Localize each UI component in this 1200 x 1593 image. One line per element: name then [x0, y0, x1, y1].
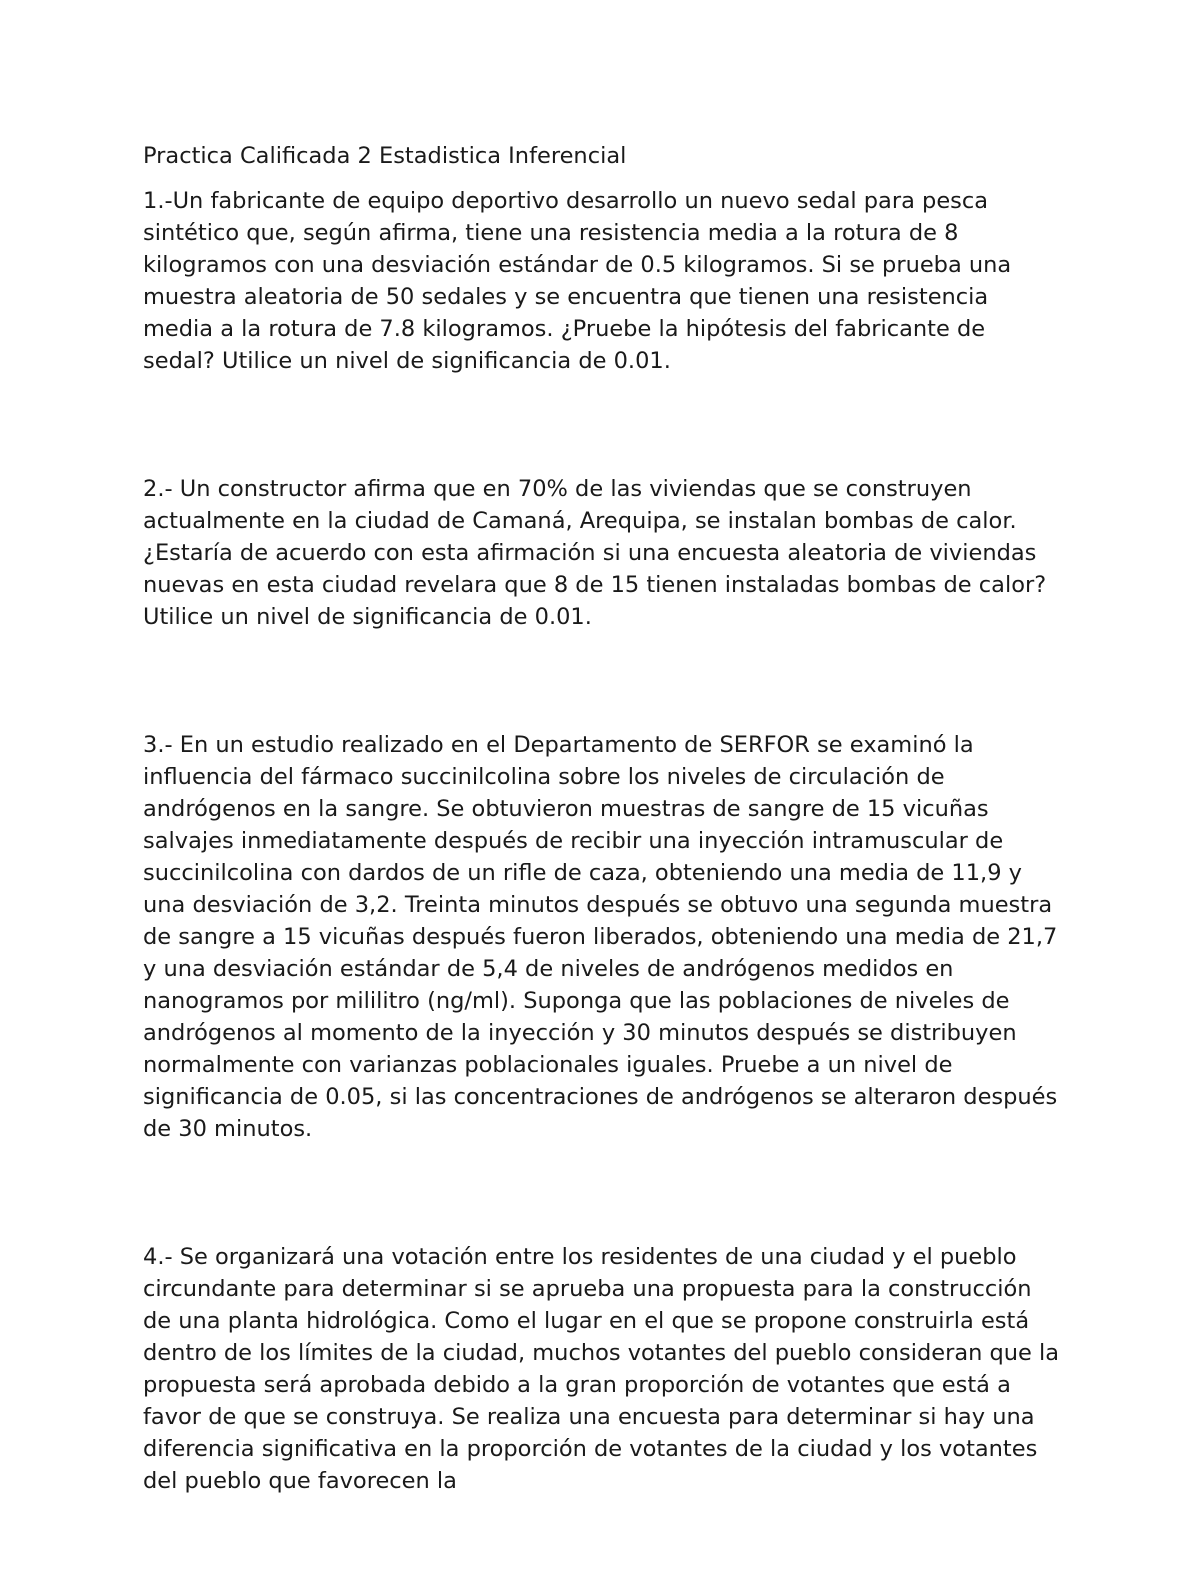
question-1: 1.-Un fabricante de equipo deportivo desarrollo un nuevo sedal para pesca sintético que, según afirma, tiene una resistencia media a la rotura de 8 kilogramos con una desviación estándar de 0.5 kilogramos. Si se prueba una muestra aleatoria de 50 sedales y se encuentra que tienen una resistencia media a la rotura de 7.8 kilogramos. ¿Pruebe la hipótesis del fabricante de sedal? Utilice un nivel de significancia de 0.01. [143, 188, 1012, 374]
document-title: Practica Calificada 2 Estadistica Inferencial [143, 143, 627, 169]
question-4: 4.- Se organizará una votación entre los residentes de una ciudad y el pueblo circundante para determinar si se aprueba una propuesta para la construcción de una planta hidrológica. Como el lugar en el que se propone construirla está dentro de los límites de la ciudad, muchos votantes del pueblo consideran que la propuesta será aprobada debido a la gran proporción de votantes que está a favor de que se construya. Se realiza una encuesta para determinar si hay una diferencia significativa en la proporción de votantes de la ciudad y los votantes del pueblo que favorecen la [143, 1244, 1060, 1494]
question-3: 3.- En un estudio realizado en el Departamento de SERFOR se examinó la influencia del fármaco succinilcolina sobre los niveles de circulación de andrógenos en la sangre. Se obtuvieron muestras de sangre de 15 vicuñas salvajes inmediatamente después de recibir una inyección intramuscular de succinilcolina con dardos de un rifle de caza, obteniendo una media de 11,9 y una desviación de 3,2. Treinta minutos después se obtuvo una segunda muestra de sangre a 15 vicuñas después fueron liberados, obteniendo una media de 21,7 y una desviación estándar de 5,4 de niveles de andrógenos medidos en nanogramos por mililitro (ng/ml). Suponga que las poblaciones de niveles de andrógenos al momento de la inyección y 30 minutos después se distribuyen normalmente con varianzas poblacionales iguales. Pruebe a un nivel de significancia de 0.05, si las concentraciones de andrógenos se alteraron después de 30 minutos. [143, 732, 1058, 1142]
question-2: 2.- Un constructor afirma que en 70% de las viviendas que se construyen actualmente en la ciudad de Camaná, Arequipa, se instalan bombas de calor. ¿Estaría de acuerdo con esta afirmación si una encuesta aleatoria de viviendas nuevas en esta ciudad revelara que 8 de 15 tienen instaladas bombas de calor? Utilice un nivel de significancia de 0.01. [143, 476, 1047, 630]
document-body [143, 140, 1063, 1593]
